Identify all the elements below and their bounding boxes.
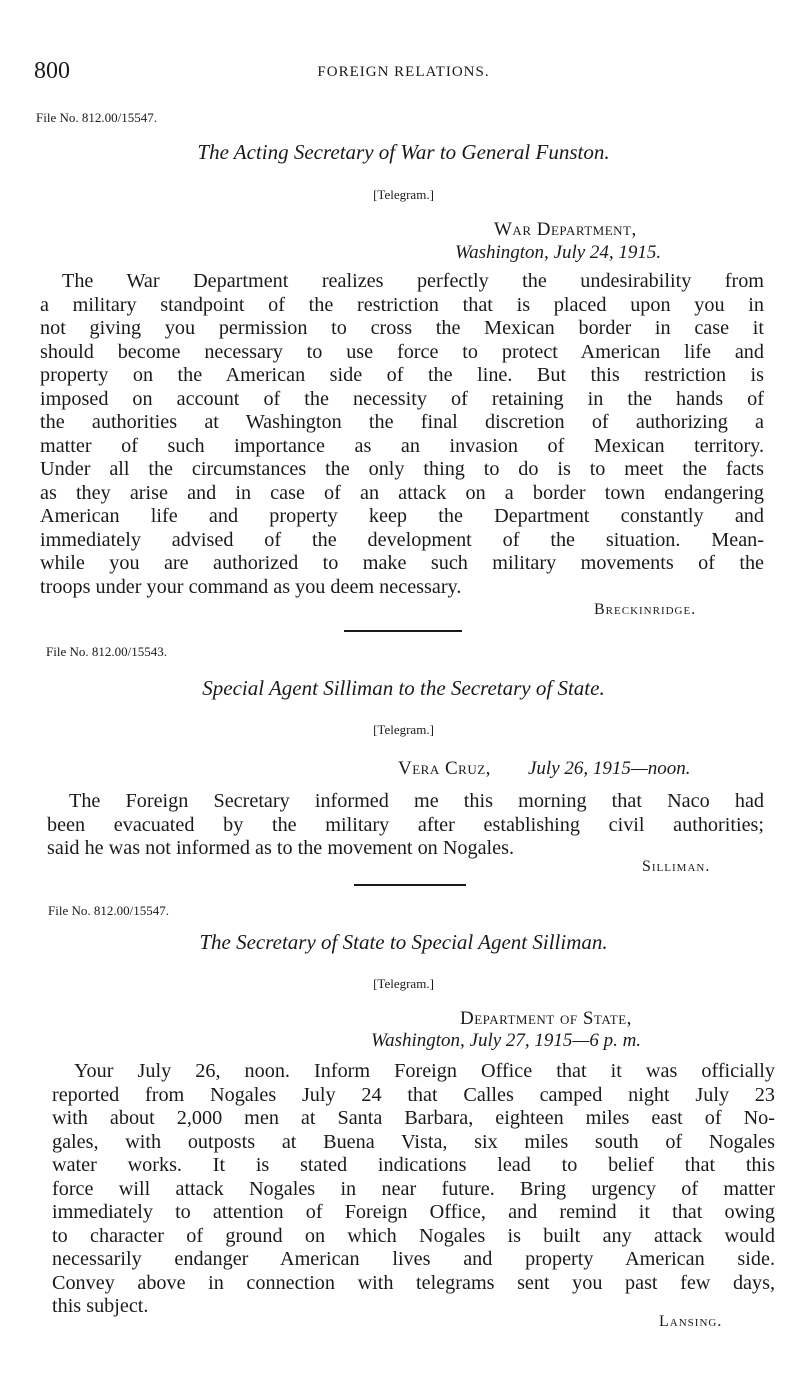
file-number: File No. 812.00/15543. <box>46 644 167 659</box>
body-line: necessarily endanger American lives and property American side. <box>52 1248 775 1270</box>
body-line: water works. It is stated indications lead to belief that this <box>52 1154 775 1176</box>
telegram-label: [Telegram.] <box>373 722 434 737</box>
place-line: Department of State, <box>460 1008 632 1029</box>
running-head: FOREIGN RELATIONS. <box>317 64 490 80</box>
body-line: gales, with outposts at Buena Vista, six miles south of Nogales <box>52 1130 775 1153</box>
document-title: The Acting Secretary of War to General Funston. <box>197 140 610 164</box>
body-line: immediately advised of the development of the situation. Mean- <box>40 528 764 551</box>
file-number: File No. 812.00/15547. <box>48 903 169 918</box>
body-line: The Foreign Secretary informed me this morning that Naco had <box>69 790 764 812</box>
telegram-label: [Telegram.] <box>373 976 434 991</box>
body-line: while you are authorized to make such military movements of the <box>40 552 764 574</box>
section-divider <box>354 884 466 886</box>
body-line: said he was not informed as to the movement on Nogales. <box>47 837 515 859</box>
document-title: Special Agent Silliman to the Secretary of State. <box>202 676 605 700</box>
body-line: not giving you permission to cross the Mexican border in case it <box>40 317 764 339</box>
dateline: Washington, July 27, 1915—6 p. m. <box>371 1030 642 1051</box>
body-line: with about 2,000 men at Santa Barbara, eighteen miles east of No- <box>52 1107 775 1129</box>
body-line: force will attack Nogales in near future. Bring urgency of matter <box>52 1177 775 1200</box>
telegram-label: [Telegram.] <box>373 187 434 202</box>
section-divider <box>344 630 462 632</box>
body-line: Your July 26, noon. Inform Foreign Office that it was officially <box>74 1060 775 1082</box>
body-line: as they arise and in case of an attack on a border town endangering <box>40 481 764 504</box>
body-line: should become necessary to use force to protect American life and <box>40 340 764 363</box>
body-line: imposed on account of the necessity of retaining in the hands of <box>40 387 764 410</box>
signature: Silliman. <box>642 858 711 875</box>
body-line: the authorities at Washington the final discretion of authorizing a <box>40 411 764 433</box>
dateline: Washington, July 24, 1915. <box>455 242 662 263</box>
telegram-body <box>47 790 764 861</box>
body-line: property on the American side of the line. But this restriction is <box>40 364 764 386</box>
telegram-body <box>52 1060 775 1319</box>
body-line: to character of ground on which Nogales is built any attack would <box>52 1224 775 1247</box>
file-number: File No. 812.00/15547. <box>36 110 157 125</box>
body-line: Convey above in connection with telegrams sent you past few days, <box>52 1271 775 1294</box>
telegram-body <box>40 270 764 599</box>
place-line: War Department, <box>494 219 637 240</box>
body-line: American life and property keep the Department constantly and <box>40 505 764 527</box>
body-line: this subject. <box>52 1295 149 1317</box>
body-line: Under all the circumstances the only thing to do is to meet the facts <box>40 458 764 480</box>
dateline: July 26, 1915—noon. <box>528 758 691 779</box>
body-line: immediately to attention of Foreign Office, and remind it that owing <box>52 1201 775 1223</box>
place-line: Vera Cruz, <box>398 758 491 779</box>
body-line: reported from Nogales July 24 that Calles camped night July 23 <box>52 1083 775 1106</box>
body-line: been evacuated by the military after establishing civil authorities; <box>47 813 764 836</box>
document-title: The Secretary of State to Special Agent Silliman. <box>199 930 608 954</box>
body-line: troops under your command as you deem necessary. <box>40 575 462 598</box>
body-line: matter of such importance as an invasion of Mexican territory. <box>40 434 764 457</box>
signature: Breckinridge. <box>594 601 697 618</box>
body-line: The War Department realizes perfectly the undesirability from <box>62 270 764 292</box>
body-line: a military standpoint of the restriction that is placed upon you in <box>40 293 764 316</box>
page-number: 800 <box>34 58 70 84</box>
signature: Lansing. <box>659 1313 723 1330</box>
